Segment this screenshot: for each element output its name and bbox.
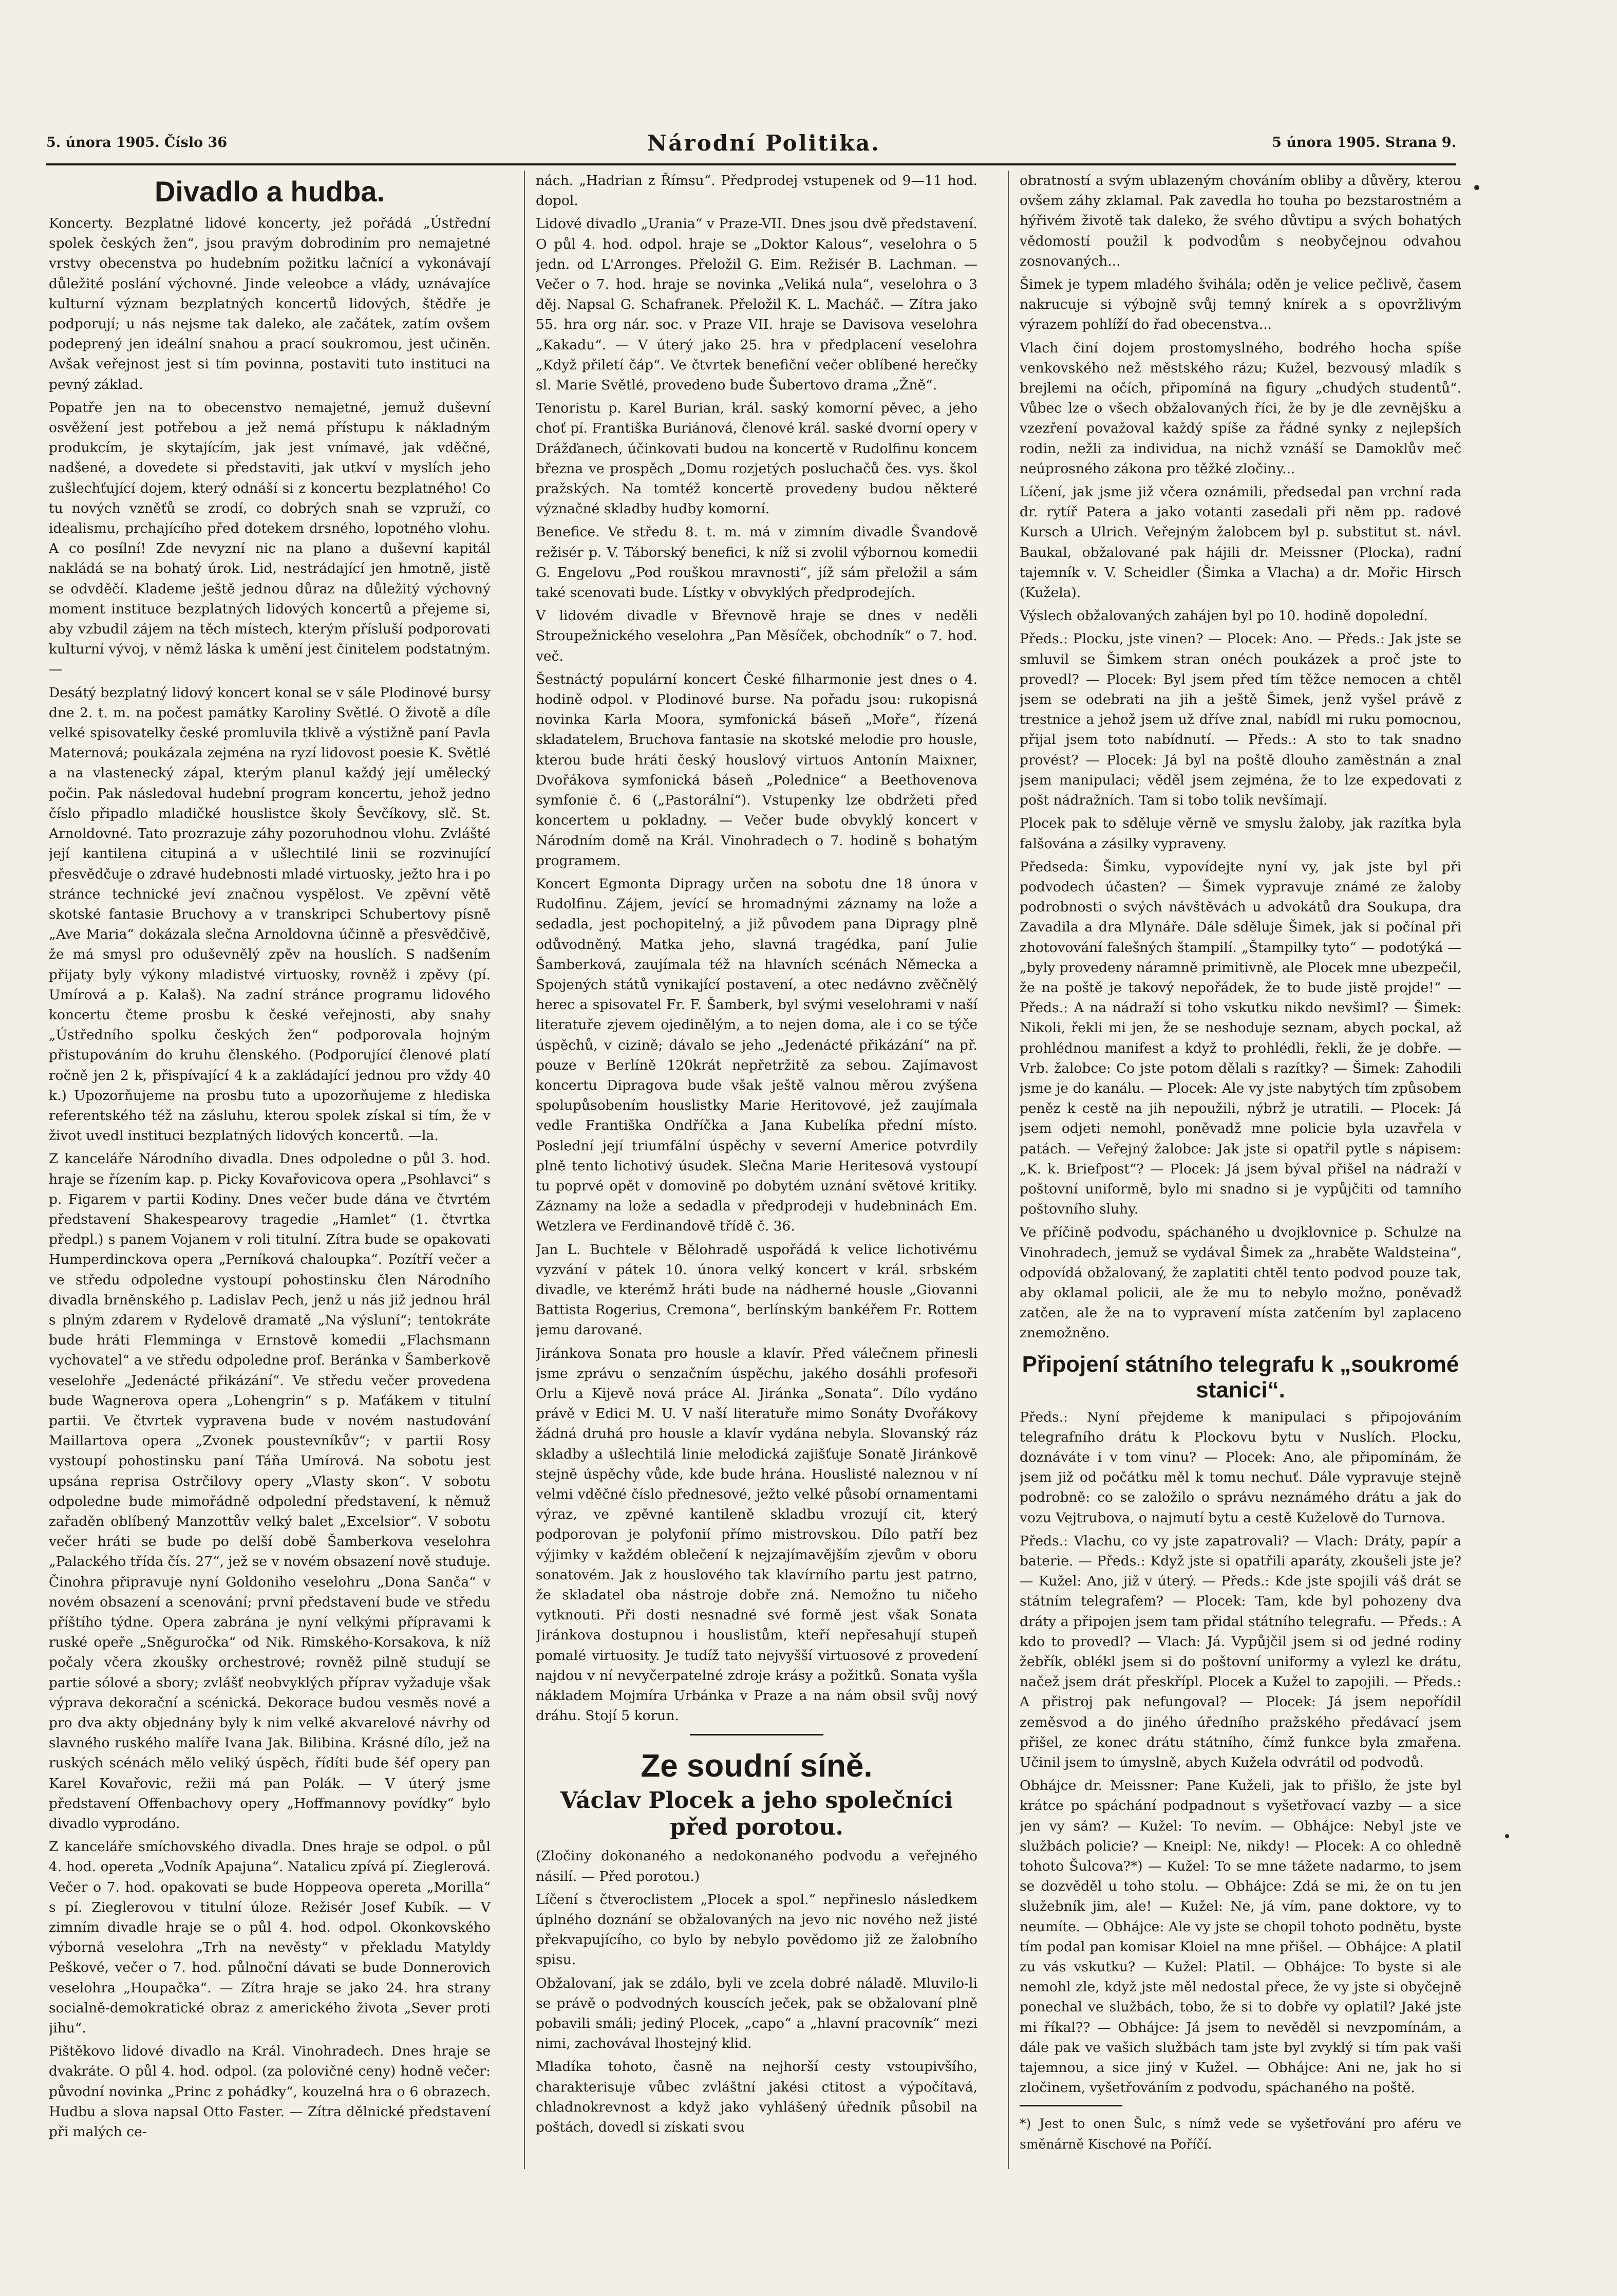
article-paragraph: Koncert Egmonta Dipragy určen na sobotu dne 18 února v Rudolfinu. Zájem, jevící se hromadnými záznamy na lože a sedadla, jest pochopitelný, a již původem pana Dipragy plně odůvodněný. Matka jeho, slavná tragédka, paní Julie Šamberková, zaujímala též na hlavních scénách Německa a Spojených států vynikající postavení, a otec nedávno zvěčnělý herec a spisovatel Fr. F. Šamberk, byl svými veselohrami v naší literatuře zjevem ojedinělým, a to nejen doma, ale i co se týče úspěchů, v cizině; dávalo se jeho „Jedenácté přikázání“ na př. pouze v Berlíně 120krát nepřetržitě za sebou. Zajímavost koncertu Dipragova bude však ještě valnou měrou zvýšena spolupůsobením houslistky Marie Heritovové, jež zaujímala vedle Františka Ondříčka a Jana Kubelíka přední místo. Poslední její triumfální úspěchy v severní Americe potvrdily plně tento lichotivý úsudek. Slečna Marie Heritesová vystoupí tu poprvé opět v domovině po dobytém uznání světové kritiky. Záznamy na lože a sedadla v předprodeji v hudebninách Em. Wetzlera ve Ferdinandově třídě č. 36.	[536, 875, 977, 1235]
article-paragraph: Líčení, jak jsme již včera oznámili, předsedal pan vrchní rada dr. rytíř Patera a jako votanti zasedali při něm pp. radové Kursch a Ulrich. Veřejným žalobcem byl p. substitut st. návl. Baukal, obžalované pak hájili dr. Meissner (Plocka), radní tajemník v. V. Scheidler (Šimka a Vlacha) a dr. Mořic Hirsch (Kužela).	[1020, 484, 1461, 601]
section-separator	[690, 1734, 823, 1735]
article-paragraph: (Zločiny dokonaného a nedokonaného podvodu a veřejného násilí. — Před porotou.)	[536, 1848, 977, 1884]
article-paragraph: Ve příčině podvodu, spáchaného u dvojklovnice p. Schulze na Vinohradech, jemuž se vydával Šimek za „hraběte Waldsteina“, odpovídá obžalovaný, že zaplatiti chtěl tento podvod pouze tak, aby oklamal policii, ale že mu to nebylo možno, poněvadž zatčen, ale že na to vypravení místa zatčením byl zaplaceno znemožněno.	[1020, 1224, 1461, 1341]
article-paragraph: Pištěkovo lidové divadlo na Král. Vinohradech. Dnes hraje se dvakráte. O půl 4. hod. odpol. (za polovičné ceny) hodně večer: původní novinka „Princ z pohádky“, kouzelná hra o 6 obrazech. Hudbu a slova napsal Otto Faster. — Zítra dělnické představení při malých ce-	[49, 2043, 491, 2140]
page-header	[46, 130, 1456, 167]
article-paragraph: Předs.: Nyní přejdeme k manipulaci s připojováním telegrafního drátu k Plockovu bytu v Nuslích. Plocku, doznáváte i v tom vinu? — Plocek: Ano, ale připomínám, že jsem již od počátku měl k tomu nechuť. Dále vypravuje stejně podrobně: co se založilo o správu neznámého drátu a jak do vozu Vejtrubova, o najmutí bytu a cestě Kuželově do Turnova.	[1020, 1409, 1461, 1526]
header-date-issue: 5. února 1905. Číslo 36	[46, 135, 228, 151]
scan-speck	[1474, 185, 1479, 190]
article-paragraph: Plocek pak to sděluje věrně ve smyslu žaloby, jak razítka byla falšována a zásilky vypraveny.	[1020, 815, 1461, 852]
article-paragraph: Jan L. Buchtele v Bělohradě uspořádá k velice lichotivému vyzvání v pátek 10. února velký koncert v král. srbském divadle, ve kterémž hráti bude na nádherné housle „Giovanni Battista Rogerius, Cremona“, berlínským bankéřem Fr. Rottem jemu darované.	[536, 1241, 977, 1338]
column-divider	[524, 171, 525, 2169]
article-paragraph: Koncerty. Bezplatné lidové koncerty, jež pořádá „Ústřední spolek českých žen“, jsou pravým dobrodiním pro nemajetné vrstvy obecenstva po hudebním požitku lačnící a vykonávají důležité poslání výchovné. Jinde veleobce a vlády, uznávajíce kulturní význam bezplatných koncertů lidových, štědře je podporují; u nás nejsme tak daleko, ale začátek, zatím ovšem podeprený jen ideální snahou a prací soukromou, jest učiněn. Avšak veřejnost jest si tím povinna, postaviti tuto instituci na pevný základ.	[49, 215, 491, 393]
article-paragraph: Tenoristu p. Karel Burian, král. saský komorní pěvec, a jeho choť pí. Františka Buriánová, členové král. saské dvorní opery v Drážďanech, účinkovati budou na koncertě v Rudolfinu koncem března ve prospěch „Domu rozjetých posluchačů čes. vys. škol pražských. Na tomtéž koncertě provedeny budou některé význačné skladby hudby komorní.	[536, 400, 977, 517]
article-paragraph: Popatře jen na to obecenstvo nemajetné, jemuž duševní osvěžení jest potřebou a jež nemá přístupu k nákladným produkcím, je skytajícím, jak jest vnímavé, jak vděčné, nadšené, a dovedete si představiti, jak utkví v myslích jeho zušlechťující dojem, který odnáší si z koncertu bezplatného! Co tu nových vzněťů se zrodí, co dobrých snah se vzpruží, co idealismu, prchajícího před dotekem drsného, lopotného vlohu. A co posílní! Zde nevyzní nic na plano a duševní kapitál nakládá se na bohatý úrok. Lid, nestrádající jen hmotně, jistě se odvděčí. Klademe ještě jednou důraz na důležitý výchovný moment instituce bezplatných lidových koncertů a přejeme si, aby vzbudil zájem na těch místech, kterým přísluší podporovati kulturní vývoj, v němž láska k umění jest činitelem podstatným. —	[49, 399, 491, 678]
article-paragraph: Výslech obžalovaných zahájen byl po 10. hodině dopolední.	[1020, 608, 1428, 624]
article-paragraph: Z kanceláře Národního divadla. Dnes odpoledne o půl 3. hod. hraje se řízením kap. p. Picky Kovařovicova opera „Psohlavci“ s p. Figarem v partii Kodiny. Dnes večer bude dána ve čtvrtém představení Shakespearovy tragedie „Hamlet“ (1. čtvrtka předpl.) s panem Vojanem v roli titulní. Zítra bude se opakovati Humperdinckova opera „Perníková chaloupka“. Pozítří večer a ve středu odpoledne vystoupí pohostinsku člen Národního divadla brněnského p. Ladislav Pech, jenž u nás již jednou hrál s plným zdarem v Rydelově dramatě „Na výsluní“; tentokráte bude hráti Flemminga v Ernstově komedii „Flachsmann vychovatel“ a ve středu odpoledne prof. Beránka v Šamberkově veselohře „Jedenácté přikázání“. Ve středu večer provedena bude Wagnerova opera „Lohengrin“ s p. Maťákem v titulní partii. Ve čtvrtek vypravena bude v novém nastudování Maillartova opera „Zvonek poustevníkův“; v partii Rosy vystoupí pohostinsku paní Táňa Umírová. Na sobotu jest upsána reprisa Ostrčilovy opery „Vlasty skon“. V sobotu odpoledne bude mimořádně odpolední představení, k němuž zařaděn oblíbený Manzottův velký balet „Excelsior“. V sobotu večer hráti se bude po delší době Šamberkova veselohra „Palackého třída čís. 27“, jež se v novém obsazení nově studuje. Činohra připravuje nyní Goldoniho veselohru „Dona Sanča“ v novém obsazení a scenování; první představení bude ve středu příštího týdne. Opera zabrána je nyní velkými přípravami k ruské opeře „Sněguročka“ od Nik. Rimského-Korsakova, k níž počaly včera zkoušky orchestrové; rovněž pilně studují se partie sólové a sbory; zvlášť neobvyklých příprav vyžaduje však výprava dekorační a scénická. Dekorace budou vesměs nové a pro dva akty objednány byly k nim velké akvarelové návrhy od slavného ruského malíře Ivana Jak. Bilibina. Krásné dílo, jež na ruských scénách mělo veliký úspěch, řídíti bude šéf opery pan Karel Kovařovic, režii má pan Polák. — V úterý jsme představení Offenbachovy opery „Hoffmannovy povídky“ bylo divadlo vyprodáno.	[49, 1151, 491, 1832]
article-paragraph: Desátý bezplatný lidový koncert konal se v sále Plodinové bursy dne 2. t. m. na počest památky Karoliny Světlé. O životě a díle velké spisovatelky české promluvila tklivě a výstižně paní Pavla Maternová; poukázala zejména na ryzí lidovost poesie K. Světlé a na vlastenecký zápal, kterým planul každý její umělecký počin. Pak následoval hudební program koncertu, jehož jedno číslo připadlo mladičké houslistce školy Ševčíkovy, slč. St. Arnoldovné. Tato prozrazuje záhy pozoruhodnou vlohu. Zvlášté její kantilena citupiná a v ušlechtilé linii se rozvinující přesvědčuje o zdravé hudebnosti mladé virtuosky, ježto hra i po stránce technické jeví značnou vyspělost. Ve zpěvní větě skotské fantasie Bruchovy a v transkripci Schubertovy písně „Ave Maria“ dokázala slečna Arnoldovna účinně a přesvědčivě, že má smysl pro oduševnělý zpěv na houslích. S nadšením přijaty byly výkony mladistvé virtuosky, rovněž i zpěvy (pí. Umírová a p. Kalaš). Na zadní stránce programu lidového koncertu čteme prosbu k české veřejnosti, aby snahy „Ústředního spolku českých žen“ podporovala hojným přistupováním do kruhu členského. (Podporující členové platí ročně jen 2 k, přispívající 4 k a zakládající jednou pro vždy 40 k.) Upozorňujeme na prosbu tuto a upozorňujeme z hlediska referentského též na zásluhu, kterou spolek získal si tím, že v život uvedl instituci bezplatných lidových koncertů. —la.	[49, 684, 491, 1144]
section-title: Divadlo a hudba.	[154, 175, 385, 208]
article-paragraph: Benefice. Ve středu 8. t. m. má v zimním divadle Švandově režisér p. V. Táborský benefici, k níž si zvolil výbornou komedii G. Engelovu „Pod rouškou mravnosti“, jíž sám přeložil a sám také scenovati bude. Lístky v obvyklých předprodejích.	[536, 524, 977, 601]
article-paragraph: Jiránkova Sonata pro housle a klavír. Před válečnem přinesli jsme zprávu o senzačním úspěchu, jakého dosáhli profesoři Orlu a Kijevě nová práce Al. Jiránka „Sonata“. Dílo vydáno právě v Edici M. U. V naší literatuře mimo Sonáty Dvořákovy žádná druhá pro housle a klavír vydána nebyla. Slovanský ráz skladby a ušlechtilá linie melodická zajišťuje Sonatě Jiránkově stejně úspěchy vůde, kde bude hrána. Houslisté naleznou v ní velmi vděčné číslo přednesové, ježto velké působí ornamentami výraz, ve zpěvné kantileně skladbu vrozují cit, který podporovan je polyfonií přímo mistrovskou. Dílo patří bez výjimky v každém oblečení k nejzajímavějším zjevům v oboru sonatovém. Jak z houslového tak klavírního partu jest patrno, že skladatel oba nástroje dobře zná. Nemožno tu ničeho vytknouti. Při dosti nesnadné své formě jest však Sonata Jiránkova dostupnou i houslistům, kteří nepřesahují stupeň pomalé virtuosity. Je tudíž tato nejvyšší virtuosové z provedení najdou v ní nevyčerpatelné zdroje krásy a požitků. Sonata vyšla nákladem Mojmíra Urbánka v Praze a na nám obsil svůj nový dráhu. Stojí 5 korun.	[536, 1345, 977, 1724]
article-paragraph: Obžalovaní, jak se zdálo, byli ve zcela dobré náladě. Mluvilo-li se právě o podvodných kouscích ječek, pak se obžalovaní plně pobavili smáli; jediný Plocek, „capo“ a „hlavní pracovník“ mezi nimi, zachovával lhostejný klid.	[536, 1975, 977, 2052]
scan-speck	[1505, 1834, 1509, 1838]
article-paragraph: Předseda: Šimku, vypovídejte nyní vy, jak jste byl při podvodech účasten? — Šimek vypravuje známé ze žaloby podrobnosti o svých návštěvách u advokátů dra Soukupa, dra Zavadila a dra Mlynáře. Dále sděluje Šimek, jak si počínal při zhotovování falešných štampilí. „Štampilky tyto“ — podotýká — „byly provedeny náramně primitivně, ale Plocek mne ubezpečil, že na poště je takový nepořádek, že to bude jistě projde!“ — Předs.: A na nádraží si toho vskutku nikdo nevšiml? — Šimek: Nikoli, řekli mi jen, že se neshoduje seznam, abych pockal, až prohlédnou manifest a když to prohlédli, řekli, že je dobře. — Vrb. žalobce: Co jste potom dělali s razítky? — Šimek: Zahodili jsme je do kanálu. — Plocek: Ale vy jste nabytých tím způsobem peněz k cestě na jih nepoužili, nýbrž je utratili. — Plocek: Já jsem odjeti nemohl, poněvadž mne policie byla uzavřela v patách. — Veřejný žalobce: Jak jste si opatřil pytle s nápisem: „K. k. Briefpost“? — Plocek: Já jsem býval přišel na nádraží v poštovní uniformě, bylo mi snadno si je vypůjčiti od tamního poštovního sluhy.	[1020, 858, 1461, 1218]
court-section-title: Ze soudní síně.	[641, 1748, 873, 1784]
header-rule	[46, 163, 1456, 165]
column-2	[536, 171, 977, 2174]
footnote-rule	[1020, 2105, 1122, 2106]
article-paragraph: Z kanceláře smíchovského divadla. Dnes hraje se odpol. o půl 4. hod. opereta „Vodník Apajuna“. Natalicu zpívá pí. Zieglerová. Večer o 7. hod. opakovati se bude Hoppeova opereta „Morilla“ s pí. Zieglerovou v titulní úloze. Režisér Josef Kubík. — V zimním divadle hraje se o půl 4. hod. odpol. Okonkovského výborná veselohra „Trh na nevěsty“ v překladu Matyldy Peškové, večer o 7. hod. půlnoční dávati se bude Donnerovich veselohra „Houpačka“. — Zítra hraje se jako 24. hra strany socialně-demokratické obraz z amerického života „Sever proti jihu“.	[49, 1839, 491, 2037]
article-paragraph: obratností a svým ublazeným chováním obliby a důvěry, kterou ovšem záhy zklamal. Pak zavedla ho touha po bezstarostném a hýřivém životě tak daleko, že svého důvtipu a svých bohatých vědomostí použil k podvodům s neobyčejnou odvahou zosnovaných...	[1020, 173, 1461, 269]
article-paragraph: Předs.: Vlachu, co vy jste zapatrovali? — Vlach: Dráty, papír a baterie. — Předs.: Když jste si opatřili aparáty, zkoušeli jste je? — Kužel: Ano, již v úterý. — Předs.: Kde jste spojili váš drát se státním telegrafem? — Plocek: Tam, kde byl pohozeny dva dráty a připojen jsem tam přidal státního telegrafu. — Předs.: A kdo to provedl? — Vlach: Já. Vypůjčil jsem si od jedné rodiny žebřík, oblékl jsem si do poštovní uniformy a vylezl ke drátu, načež jsem drát přeskřípl. Plocek a Kužel to zapojili. — Předs.: A přistroj pak nefungoval? — Plocek: Já jsem nepořídil zeměsvod a do jiného úředního pražského předávací jsem přišel, ze konec drátu státního, čímž funkce byla zmařena. Učinil jsem to úmyslně, abych Kužela odvrátil od podvodů.	[1020, 1533, 1461, 1771]
subsection-headline: Připojení státního telegrafu k „soukromé stanici“.	[1022, 1351, 1459, 1403]
article-paragraph: Šimek je typem mladého švihála; oděn je velice pečlivě, časem nakrucuje si výbojně svůj temný knírek a s opovržlivým výrazem pohlíží do řad obecenstva...	[1020, 276, 1461, 333]
article-paragraph: Předs.: Plocku, jste vinen? — Plocek: Ano. — Předs.: Jak jste se smluvil se Šimkem stran onéch poukázek a proč jste to provedl? — Plocek: Byl jsem před tím těžce nemocen a chtěl jsem se odebrati na jih a ještě Šimek, jenž vyšel právě z trestnice a jehož jsem už dříve znal, nabídl mi ruku pomocnou, přijal jsem toto nabídnutí. — Předs.: A sto to tak snadno provést? — Plocek: Já byl na poště dlouho zaměstnán a znal jsem manipulaci; věděl jsem zejména, že to lze expedovati z pošt nádražních. Tam si tobo tolik nevšímají.	[1020, 631, 1461, 809]
article-paragraph: Obhájce dr. Meissner: Pane Kuželi, jak to přišlo, že jste byl krátce po spáchání podpadnout s vyšetřovací vazby — a sice jen vy sám? — Kužel: To nevím. — Obhájce: Nebyl jste ve službách policie? — Kneipl: Ne, nikdy! — Plocek: A co ohledně tohoto Šulcova?*) — Kužel: To se mne tážete nadarmo, to jsem se dozvěděl u toho stolu. — Obhájce: Zdá se mi, že on tu jen služebník jim, ale! — Kužel: Ne, já vím, pane doktore, vy to neumíte. — Obhájce: Ale vy jste se chopil tohoto podnětu, byste tím podal pan komisar Kloiel na mne přišel. — Obhájce: A platil zu vás vskutku? — Kužel: Platil. — Obhájce: To byste si ale nemohl zle, když jste měl nedostal přece, že vy jste si obyčejně ponechal ve službách, tobo, že si to dobře vy oplatil? Jaké jste mi říkal?? — Obhájce: Já jsem to nevěděl si nevzpomínám, a dále pak ve vašich službách tam jste byl zvyklý si tím pak vaši tajemnou, a sice jiný v Kužel. — Obhájce: Ani ne, jak ho si zločinem, vyšetřováním z podvodu, spáchaného na poště.	[1020, 1778, 1461, 2096]
article-paragraph: Šestnáctý populární koncert České filharmonie jest dnes o 4. hodině odpol. v Plodinové burse. Na pořadu jsou: rukopisná novinka Karla Moora, symfonická báseň „Moře“, řízená skladatelem, Bruchova fantasie na skotské melodie pro housle, kterou bude hráti český houslový virtuos Antonín Maixner, Dvořákova symfonická báseň „Polednice“ a Beethovenova symfonie č. 6 („Pastorální“). Vstupenky lze obdržeti před koncertem u pokladny. — Večer bude obvyklý koncert v Národním domě na Král. Vinohradech o 7. hodině s bohatým programem.	[536, 671, 977, 869]
article-paragraph: Vlach činí dojem prostomyslného, bodrého hocha spíše venkovského než městského rázu; Kužel, bezvousý mladík s brejlemi na očích, připomíná na figury „chudých studentů“. Vůbec lze o všech obžalovaných říci, že by je dle zevnějšku a vzezření považoval každý spíše za řádné synky z nejlepších rodin, nežli za individua, na nichž vznáší se Damoklův meč neúprosného zákona pro těžké zločiny...	[1020, 340, 1461, 477]
article-paragraph: V lidovém divadle v Břevnově hraje se dnes v neděli Stroupežnického veselohra „Pan Měsíček, obchodník“ o 7. hod. več.	[536, 608, 977, 664]
article-paragraph: nách. „Hadrian z Římsu“. Předprodej vstupenek od 9—11 hod. dopol.	[536, 173, 977, 209]
header-date-page: 5 února 1905. Strana 9.	[1272, 135, 1456, 151]
masthead-title: Národní Politika.	[647, 130, 880, 156]
column-divider	[1008, 171, 1009, 2169]
court-article-headline: Václav Plocek a jeho společníci před porotou.	[560, 1787, 953, 1841]
article-paragraph: Mladíka tohoto, časně na nejhorší cesty vstoupivšího, charakterisuje vůbec zvláštní jakési ctitost a výpočítavá, chladnokrevnost a když jako vyhlášený úředník působil na poštách, dovedl si získati svou	[536, 2059, 977, 2136]
column-1	[49, 171, 491, 2174]
footnote: *) Jest to onen Šulc, s nímž vede se vyšetřování pro aféru ve směnárně Kischové na Poříčí.	[1020, 2116, 1461, 2152]
article-paragraph: Líčení s čtveroclistem „Plocek a spol.“ nepřineslo následkem úplného doznání se obžalovaných na jevo nic nového než jisté překvapujícího, co bylo by nebylo povědomo již ze žalobního spisu.	[536, 1891, 977, 1968]
article-paragraph: Lidové divadlo „Urania“ v Praze-VII. Dnes jsou dvě představení. O půl 4. hod. odpol. hraje se „Doktor Kalous“, veselohra o 5 jedn. od L'Arronges. Přeložil G. Eim. Režisér B. Lachman. — Večer o 7. hod. hraje se novinka „Veliká nula“, veselohra o 3 děj. Napsal G. Schafranek. Přeložil K. L. Macháč. — Zítra jako 55. hra org nár. soc. v Praze VII. hraje se Davisova veselohra „Kakadu“. — V úterý jako 25. hra v předplacení veselohra „Když přiletí čáp“. Ve čtvrtek benefiční večer oblíbené herečky sl. Marie Světlé, provedeno bude Šubertovo drama „Žně“.	[536, 216, 977, 394]
column-3	[1020, 171, 1461, 2174]
